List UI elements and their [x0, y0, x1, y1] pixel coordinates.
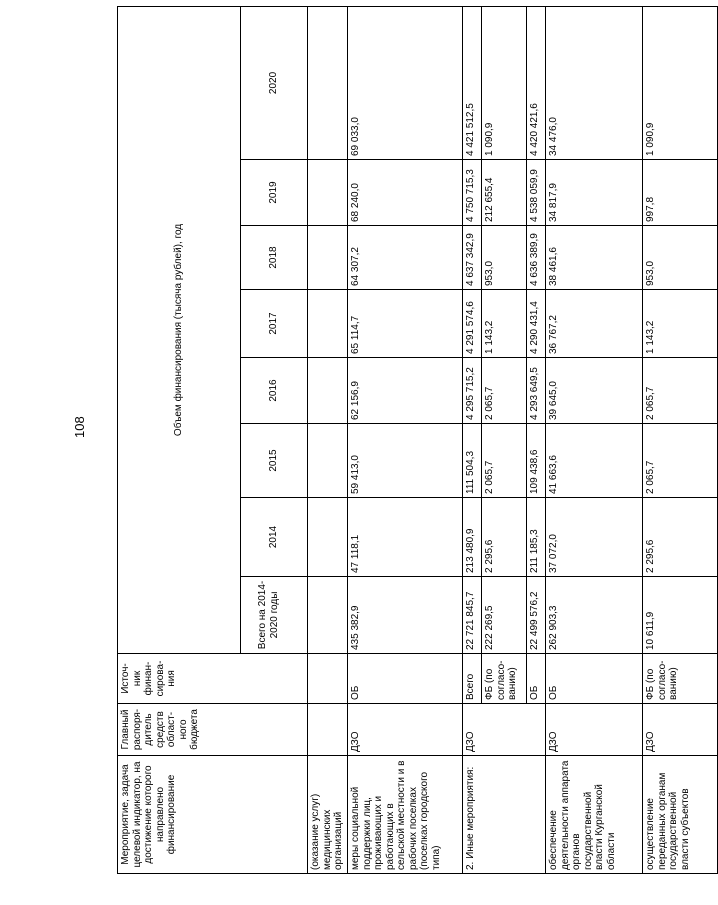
activity-cell: обеспечение деятельности аппарата органов государственной власти Курганской области	[546, 756, 643, 874]
table-row	[643, 6, 718, 873]
value-cell: 4 538 059,9	[527, 160, 546, 226]
value-cell: 4 637 342,9	[463, 226, 482, 290]
value-cell: 36 767,2	[546, 290, 643, 358]
value-cell: 2 295,6	[643, 498, 718, 577]
value-cell: 2 065,7	[643, 358, 718, 424]
value-cell	[308, 424, 348, 498]
value-cell: 59 413,0	[348, 424, 463, 498]
table-row	[546, 6, 643, 873]
page-number: 108	[72, 416, 87, 438]
activity-cell: (оказание услуг) медицинских организаций	[308, 756, 348, 874]
manager-cell: ДЗО	[348, 704, 463, 756]
table-row	[308, 6, 348, 873]
value-cell: 62 156,9	[348, 358, 463, 424]
header-manager: Главный распоря-дитель средств област-ного бюджета	[118, 704, 308, 756]
manager-cell: ДЗО	[643, 704, 718, 756]
value-cell: 222 269,5	[482, 577, 527, 654]
manager-cell	[308, 704, 348, 756]
value-cell: 1 090,9	[482, 6, 527, 159]
table-row	[348, 6, 463, 873]
value-cell: 34 476,0	[546, 6, 643, 159]
manager-cell: ДЗО	[546, 704, 643, 756]
value-cell: 111 504,3	[463, 424, 482, 498]
source-cell: ОБ	[546, 654, 643, 704]
header-year: 2017	[241, 290, 308, 358]
financing-table	[117, 6, 718, 874]
value-cell: 109 438,6	[527, 424, 546, 498]
header-year: 2018	[241, 226, 308, 290]
value-cell: 41 663,6	[546, 424, 643, 498]
value-cell: 2 065,7	[482, 358, 527, 424]
value-cell: 10 611,9	[643, 577, 718, 654]
value-cell	[308, 498, 348, 577]
value-cell: 2 065,7	[643, 424, 718, 498]
header-year: 2016	[241, 358, 308, 424]
value-cell: 211 185,3	[527, 498, 546, 577]
value-cell: 435 382,9	[348, 577, 463, 654]
activity-cell: 2. Иные мероприятия:	[463, 756, 546, 874]
value-cell: 65 114,7	[348, 290, 463, 358]
value-cell: 39 645,0	[546, 358, 643, 424]
value-cell: 22 499 576,2	[527, 577, 546, 654]
value-cell: 2 295,6	[482, 498, 527, 577]
value-cell: 1 143,2	[643, 290, 718, 358]
value-cell	[308, 577, 348, 654]
value-cell	[308, 226, 348, 290]
value-cell: 34 817,9	[546, 160, 643, 226]
header-financing-span: Объем финансирования (тысяча рублей), год	[118, 6, 241, 653]
value-cell: 997,8	[643, 160, 718, 226]
value-cell: 213 480,9	[463, 498, 482, 577]
rotated-page	[117, 27, 691, 874]
activity-cell: осуществление переданных органам государственной власти субъектов	[643, 756, 718, 874]
value-cell	[308, 358, 348, 424]
value-cell: 68 240,0	[348, 160, 463, 226]
header-year: 2015	[241, 424, 308, 498]
table-row	[463, 6, 482, 873]
source-cell: Всего	[463, 654, 482, 704]
value-cell: 22 721 845,7	[463, 577, 482, 654]
value-cell: 4 290 431,4	[527, 290, 546, 358]
value-cell: 1 143,2	[482, 290, 527, 358]
header-year: 2014	[241, 498, 308, 577]
value-cell: 4 750 715,3	[463, 160, 482, 226]
value-cell: 38 461,6	[546, 226, 643, 290]
value-cell: 262 903,3	[546, 577, 643, 654]
manager-cell: ДЗО	[463, 704, 546, 756]
value-cell	[308, 160, 348, 226]
header-year: 2020	[241, 6, 308, 159]
header-source: Источ-ник финан-сирова-ния	[118, 654, 308, 704]
value-cell: 2 065,7	[482, 424, 527, 498]
value-cell: 47 118,1	[348, 498, 463, 577]
source-cell: ФБ (по согласо-ванию)	[643, 654, 718, 704]
value-cell: 37 072,0	[546, 498, 643, 577]
source-cell: ОБ	[348, 654, 463, 704]
value-cell: 4 636 389,9	[527, 226, 546, 290]
value-cell: 4 420 421,6	[527, 6, 546, 159]
value-cell	[308, 6, 348, 159]
value-cell: 64 307,2	[348, 226, 463, 290]
value-cell: 4 421 512,5	[463, 6, 482, 159]
source-cell: ФБ (по согласо-ванию)	[482, 654, 527, 704]
value-cell: 4 291 574,6	[463, 290, 482, 358]
value-cell: 4 295 715,2	[463, 358, 482, 424]
activity-cell: меры социальной поддержки лиц, проживающих и работающих в сельской местности и в рабочих поселках (поселках городского типа)	[348, 756, 463, 874]
value-cell: 1 090,9	[643, 6, 718, 159]
value-cell: 953,0	[643, 226, 718, 290]
value-cell: 69 033,0	[348, 6, 463, 159]
header-year: 2019	[241, 160, 308, 226]
header-total: Всего на 2014-2020 годы	[241, 577, 308, 654]
source-cell: ОБ	[527, 654, 546, 704]
value-cell: 953,0	[482, 226, 527, 290]
value-cell	[308, 290, 348, 358]
value-cell: 212 655,4	[482, 160, 527, 226]
source-cell	[308, 654, 348, 704]
value-cell: 4 293 649,5	[527, 358, 546, 424]
header-activity: Мероприятие, задача целевой индикатор, на достижение которого направлено финансирование	[118, 756, 308, 874]
